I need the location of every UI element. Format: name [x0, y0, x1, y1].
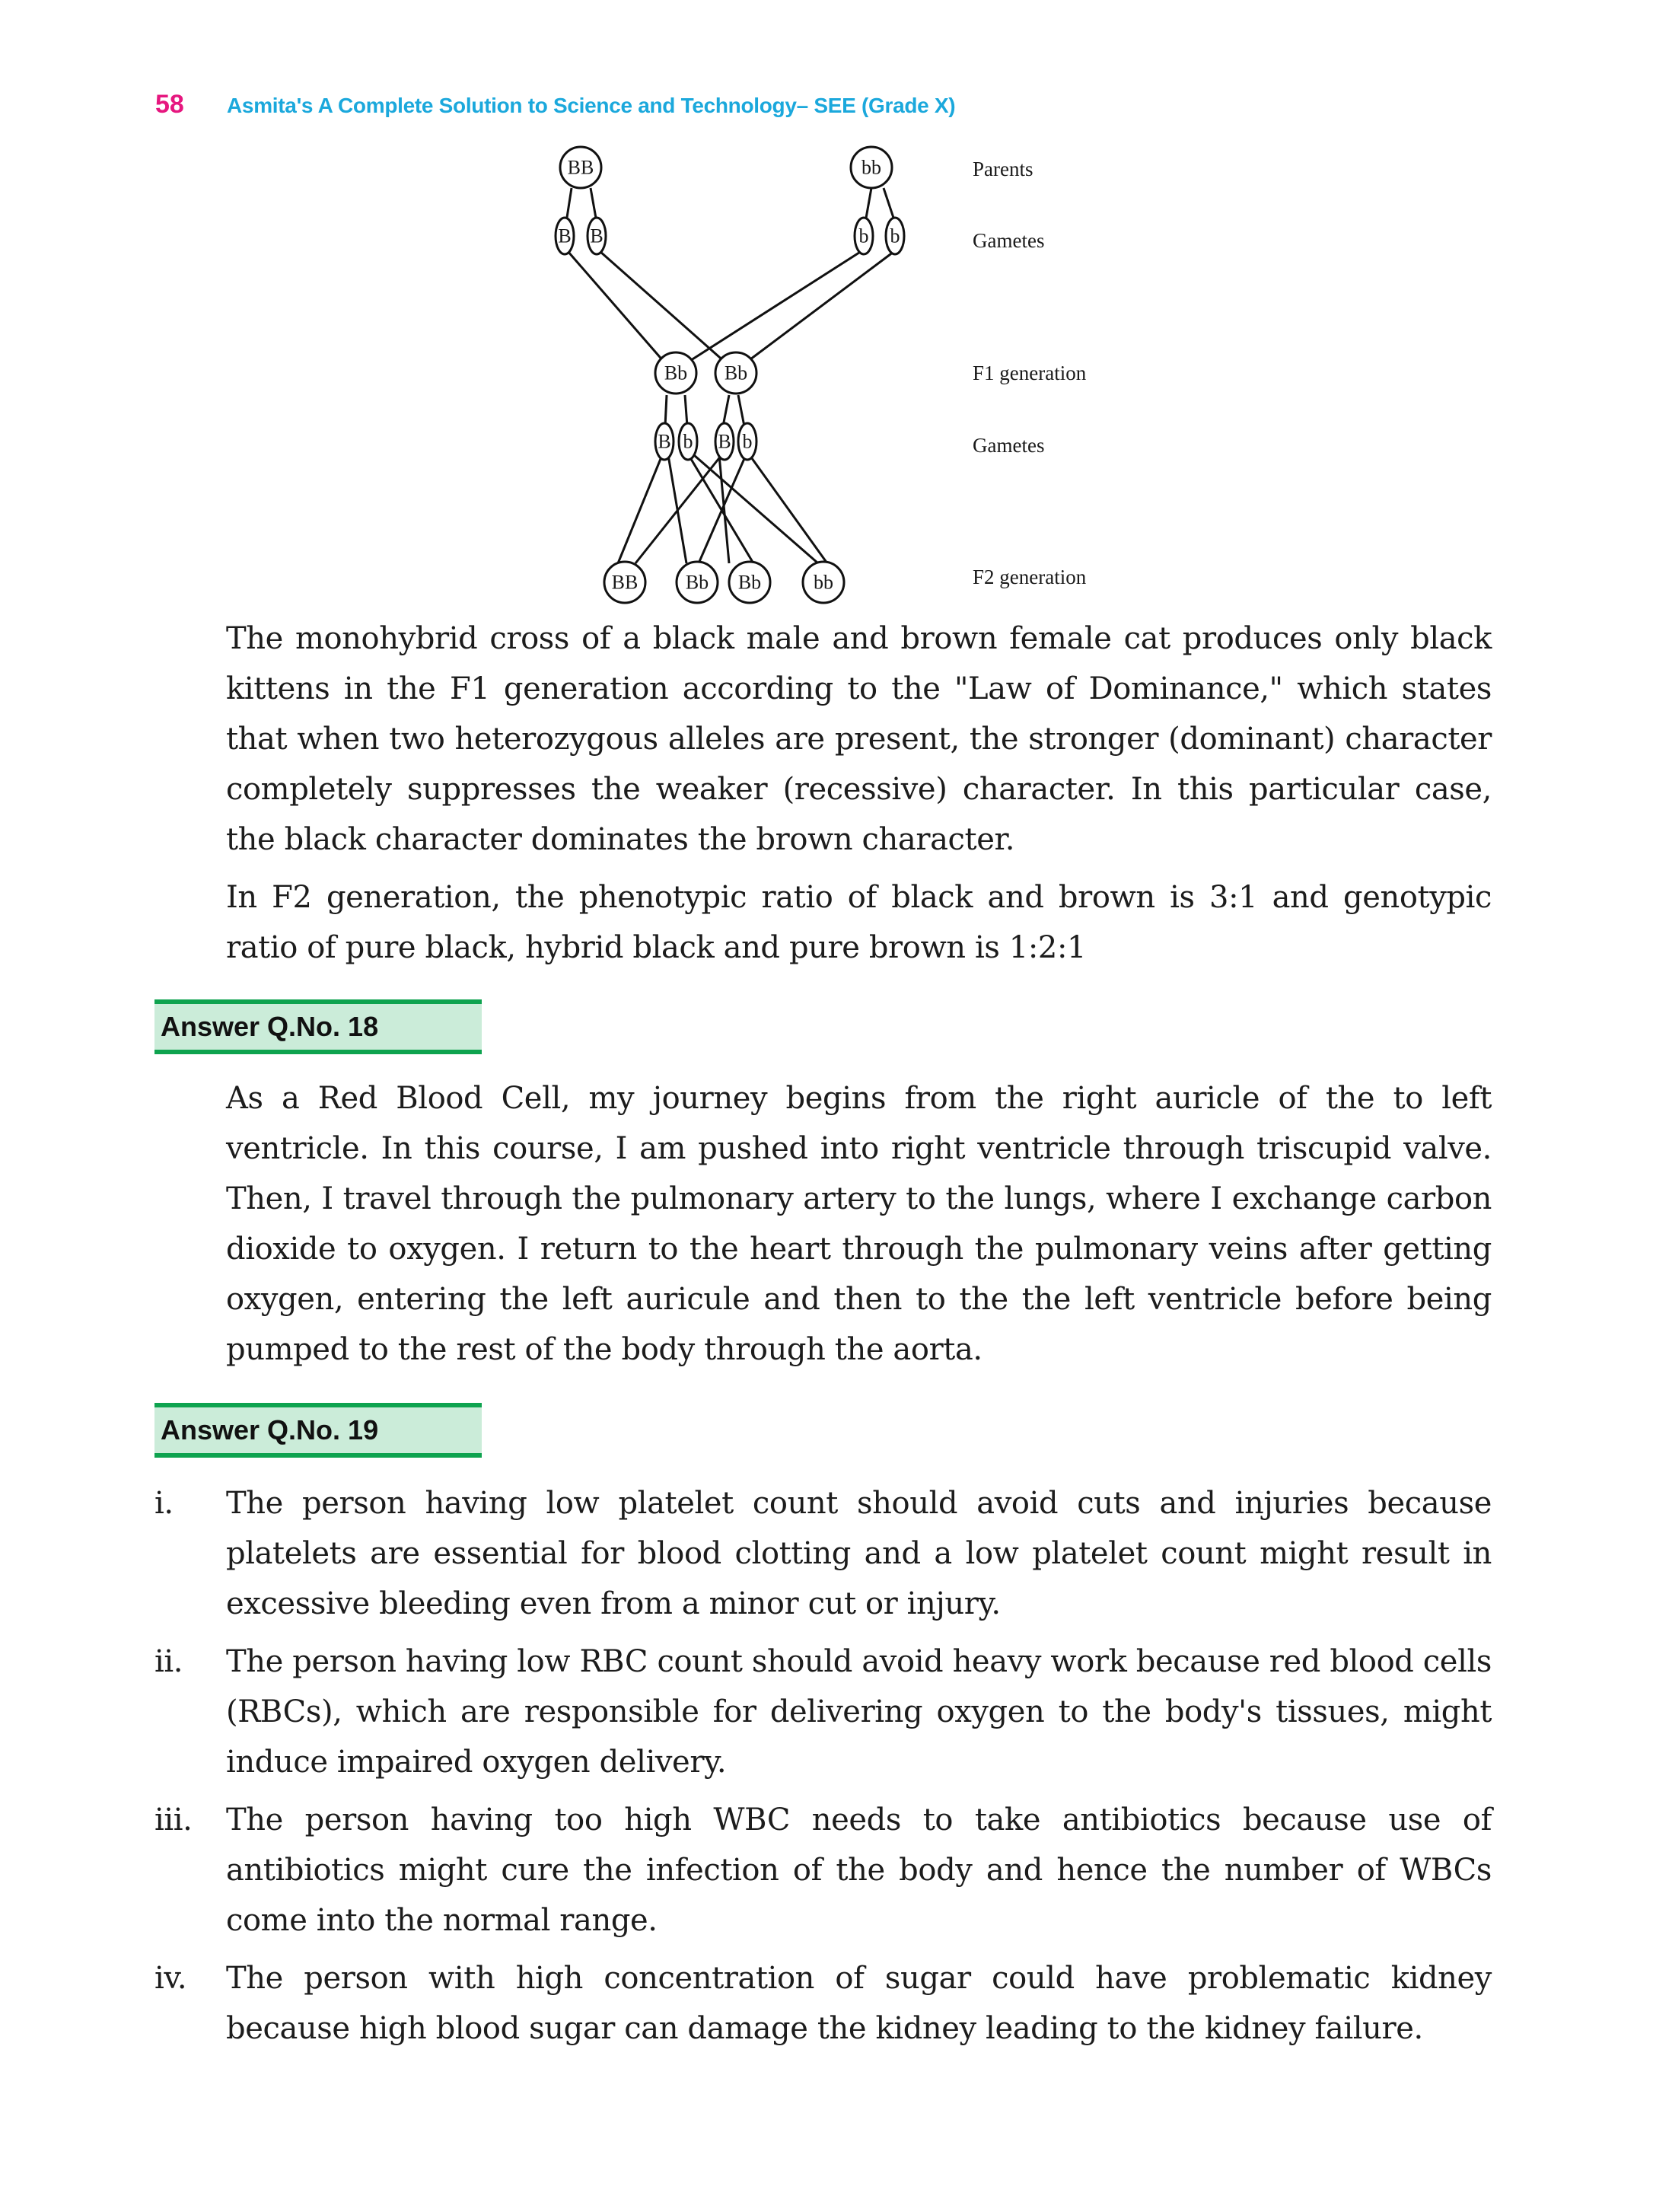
- rbc-journey-paragraph: As a Red Blood Cell, my journey begins from the right auricle of the to left ventricle. In this course, I am pushed into right ventricle through triscupid valve. Then, I travel through the pulmonary artery to the lungs, where I exchange carbon dioxide to oxygen. I return to the heart through the pulmonary veins after getting oxygen, entering the left auricule and then to the the left ventricle before being pumped to the rest of the body through the aorta.: [226, 1081, 1492, 1367]
- running-header: [155, 90, 955, 128]
- f2-genotype: Bb: [685, 571, 709, 594]
- paragraph-law-of-dominance: The monohybrid cross of a black male and brown female cat produces only black kittens in the F1 generation according to the "Law of Dominance," which states that when two heterozygous alleles are present, the stronger (dominant) character completely suppresses the weaker (recessive) character. In this particular case, the black character dominates the brown character.: [226, 621, 1492, 857]
- f1-gamete-label: b: [742, 430, 753, 453]
- row-labels: [973, 158, 1087, 588]
- f1-gamete-label: B: [658, 430, 671, 453]
- f2-genotype: Bb: [737, 571, 762, 594]
- row-label-f1: F1 generation: [973, 362, 1087, 384]
- monohybrid-cross-diagram: [533, 137, 1142, 609]
- answer-19-list: [154, 1478, 1492, 2061]
- paragraph-f2-ratio: In F2 generation, the phenotypic ratio of black and brown is 3:1 and genotypic ratio of pure black, hybrid black and pure brown is 1:2:1: [226, 880, 1492, 965]
- gamete-label: B: [558, 225, 572, 247]
- answer-18-heading-text: Answer Q.No. 18: [161, 1011, 379, 1042]
- f1-genotype: Bb: [664, 362, 688, 384]
- f2-genotype: bb: [814, 571, 833, 594]
- f1-gamete-label: b: [683, 430, 693, 453]
- page-number: 58: [155, 90, 184, 119]
- list-item-text: The person with high concentration of sugar could have problematic kidney because high blood sugar can damage the kidney leading to the kidney failure.: [226, 1961, 1492, 2046]
- row-label-f2: F2 generation: [973, 566, 1087, 588]
- list-item-text: The person having low platelet count should avoid cuts and injuries because platelets are essential for blood clotting and a low platelet count might result in excessive bleeding even from a minor cut or injury.: [226, 1486, 1492, 1621]
- answer-18-heading: [154, 999, 482, 1054]
- f1-gamete-label: B: [718, 430, 731, 453]
- cross-diagram-svg: [533, 137, 1142, 609]
- list-item: [154, 1953, 1492, 2054]
- list-marker: iv.: [154, 1961, 187, 1996]
- genotype-labels: [558, 157, 900, 594]
- gamete-label: B: [590, 225, 604, 247]
- answer-19-heading-text: Answer Q.No. 19: [161, 1414, 379, 1445]
- list-item-text: The person having low RBC count should avoid heavy work because red blood cells (RBCs), which are responsible for delivering oxygen to the body's tissues, might induce impaired oxygen delivery.: [226, 1644, 1492, 1780]
- gamete-label: b: [890, 225, 900, 247]
- list-item: [154, 1795, 1492, 1946]
- list-item: [154, 1478, 1492, 1629]
- list-marker: i.: [154, 1486, 174, 1521]
- f2-genotype: BB: [611, 571, 639, 594]
- answer-18-body: [226, 1073, 1492, 1375]
- gamete-label: b: [858, 225, 869, 247]
- book-title: Asmita's A Complete Solution to Science and Technology– SEE (Grade X): [227, 94, 956, 117]
- list-item-text: The person having too high WBC needs to take antibiotics because use of antibiotics might cure the infection of the body and hence the number of WBCs come into the normal range.: [226, 1802, 1492, 1938]
- row-label-parents: Parents: [973, 158, 1033, 180]
- list-marker: iii.: [154, 1802, 193, 1837]
- f1-genotype: Bb: [724, 362, 748, 384]
- row-label-f1-gametes: Gametes: [973, 434, 1045, 457]
- list-item: [154, 1637, 1492, 1787]
- parent-male-genotype: BB: [567, 156, 594, 179]
- parent-female-genotype: bb: [861, 156, 881, 179]
- row-label-gametes: Gametes: [973, 229, 1045, 252]
- cross-explanation: [226, 614, 1492, 973]
- answer-19-heading: [154, 1403, 482, 1458]
- list-marker: ii.: [154, 1644, 183, 1679]
